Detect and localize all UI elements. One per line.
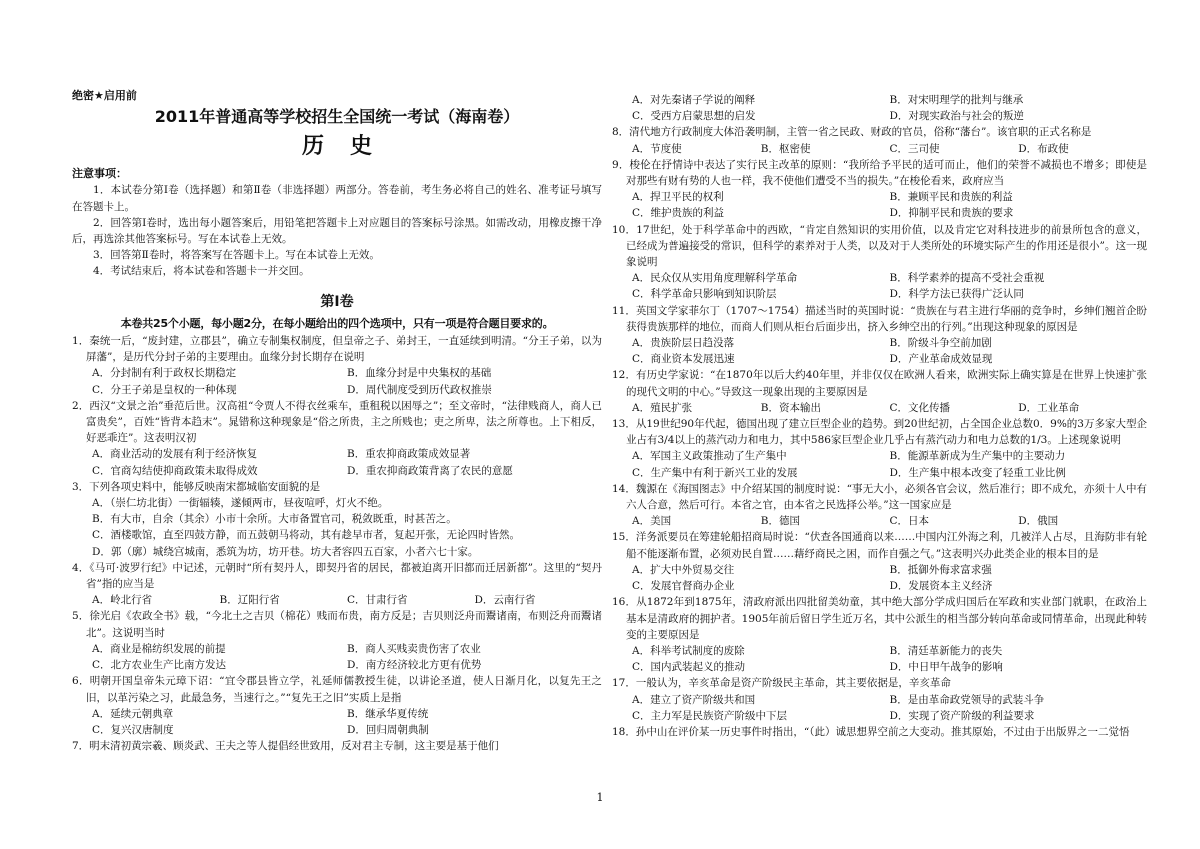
question-item — [72, 560, 602, 609]
answer-option: B．有大市，自余（其余）小市十余所。大市备置官司，税敛既重，时甚苦之。 — [92, 513, 457, 526]
question-stem: 5．徐光启《农政全书》载，“今北土之吉贝（棉花）贱而布贵，南方反是；吉贝则泛舟而鬻诸南，布则泛舟而鬻诸北”。这说明当时 — [72, 610, 602, 639]
answer-option: B．商人买贱卖贵伤害了农业 — [347, 642, 481, 655]
question-stem: 6．明朝开国皇帝朱元璋下诏：“宜令郡县皆立学，礼延师儒教授生徒，以讲论圣道，使人日渐月化，以复先王之旧，以革污染之习，此最急务，当速行之。”“复先王之旧”实质上是指 — [72, 675, 602, 704]
answer-option: B．是由革命政党领导的武装斗争 — [889, 693, 1045, 706]
option-list — [612, 448, 1147, 480]
option-list — [72, 446, 602, 478]
answer-option: A．建立了资产阶级共和国 — [632, 693, 756, 706]
question-item — [612, 124, 1147, 156]
answer-option: A．民众仅从实用角度理解科学革命 — [632, 272, 798, 285]
question-stem: 4．《马可·波罗行纪》中记述，元朝时“所有契丹人，即契丹省的居民，都被迫离开旧都而迁居新都”。这里的“契丹省”指的应当是 — [72, 561, 602, 591]
question-stem: 12．有历史学家说：“在1870年以后大约40年里，并非仅仅在欧洲人看来，欧洲实际上确实算是在世界上快速扩张的现代文明的中心。”导致这一现象出现的主要原因是 — [612, 369, 1147, 398]
answer-option: B．阶级斗争空前加剧 — [889, 337, 992, 350]
answer-option: B．枢密使 — [760, 142, 811, 155]
answer-option: A．分封制有利于政权长期稳定 — [92, 367, 237, 380]
question-stem: 16．从1872年到1875年，清政府派出四批留美幼童，其中绝大部分学成归国后在军政和实业部门就职，在政治上基本是清政府的拥护者。1905年前后留日学生近万名，其中公派生的相当部分转向革命或同情革命，出现此种转变的主要原因是 — [612, 596, 1147, 641]
answer-option: D．中日甲午战争的影响 — [889, 661, 1003, 674]
answer-option: B．抵御外侮求富求强 — [889, 563, 992, 576]
question-item — [612, 594, 1147, 675]
answer-option: A．节度使 — [632, 142, 682, 155]
question-item — [612, 675, 1147, 724]
answer-option: D．重农抑商政策背离了农民的意愿 — [347, 464, 513, 477]
question-stem: 7．明末清初黄宗羲、顾炎武、王夫之等人提倡经世致用，反对君主专制，这主要是基于他们 — [72, 740, 499, 753]
question-item — [72, 479, 602, 560]
answer-option: B．兼顾平民和贵族的利益 — [889, 191, 1013, 204]
exam-title: 2011年普通高等学校招生全国统一考试（海南卷） — [154, 107, 520, 127]
answer-option: D．回归周朝典制 — [347, 723, 429, 736]
answer-option: B．科学素养的提高不受社会重视 — [889, 272, 1045, 285]
question-stem: 3．下列各项史料中，能够反映南宋都城临安面貌的是 — [72, 480, 321, 493]
answer-option: C．复兴汉唐制度 — [92, 723, 174, 736]
answer-option: C．酒楼歌馆，直至四鼓方静，而五鼓朝马将动，其有趁早市者，复起开张，无论四时皆然。 — [92, 529, 521, 542]
answer-option: A．科举考试制度的废除 — [632, 644, 745, 657]
answer-option: D．南方经济较北方更有优势 — [347, 659, 482, 672]
answer-option: C．日本 — [889, 515, 930, 528]
answer-option: C．国内武装起义的推动 — [632, 661, 746, 674]
option-list — [612, 189, 1147, 221]
answer-option: A．贵族阶层日趋没落 — [632, 337, 735, 350]
answer-option: D．周代制度受到历代政权推崇 — [347, 383, 492, 396]
answer-option: A．扩大中外贸易交往 — [632, 563, 735, 576]
answer-option: A．商业是棉纺织发展的前提 — [92, 642, 226, 655]
option-list — [612, 562, 1147, 594]
notice-item: 3．回答第Ⅱ卷时，将答案写在答题卡上。写在本试卷上无效。 — [93, 249, 380, 262]
answer-option: D．生产集中根本改变了轻重工业比例 — [889, 466, 1066, 479]
notice-item: 1．本试卷分第Ⅰ卷（选择题）和第Ⅱ卷（非选择题）两部分。答卷前，考生务必将自己的姓名、准考证号填写在答题卡上。 — [72, 184, 602, 213]
answer-option: A．军国主义政策推动了生产集中 — [632, 450, 787, 463]
option-list — [612, 92, 1147, 124]
option-list — [612, 400, 1147, 416]
question-stem: 10．17世纪，处于科学革命中的西欧，“肯定自然知识的实用价值，以及肯定它对科技进步的前景所包含的意义，已经成为普遍接受的常识，但科学的素养对于人类，以及对于人类所处的环境实际产生的作用还是很小”。这一现象说明 — [612, 223, 1147, 269]
answer-option: B．辽阳行省 — [219, 594, 280, 607]
option-list — [612, 270, 1147, 302]
notice-item: 4．考试结束后，将本试卷和答题卡一并交回。 — [93, 265, 310, 278]
question-item — [72, 333, 602, 398]
answer-option: A．岭北行省 — [92, 594, 153, 607]
option-list — [72, 641, 602, 673]
option-list — [72, 365, 602, 397]
question-stem: 15．洋务派要员在筹建轮船招商局时说：“伏查各国通商以来……中国内江外海之利，几被洋人占尽，且海防非有轮船不能逐渐布置，必须劝民自置……藉纾商民之困，而作自强之气。”这表明兴办此类企业的根本目的是 — [612, 531, 1147, 560]
answer-option: A．捍卫平民的权利 — [632, 191, 724, 204]
question-item — [612, 529, 1147, 594]
question-stem: 9．梭伦在抒情诗中表达了实行民主改革的原则：“我所给予平民的适可而止，他们的荣誉不减损也不增多；即使是对那些有财有势的人也一样，我不使他们遭受不当的损失。”在梭伦看来，政府应当 — [612, 158, 1147, 188]
right-column — [612, 92, 1147, 740]
answer-option: D．郭（廓）城绕宫城南，悉筑为坊，坊开巷。坊大者容四五百家，小者六七十家。 — [92, 545, 479, 558]
answer-option: D．俄国 — [1018, 515, 1059, 528]
answer-option: B．继承华夏传统 — [347, 707, 429, 720]
answer-option: D．实现了资产阶级的利益要求 — [889, 709, 1035, 722]
question-item — [612, 157, 1147, 222]
question-item — [612, 222, 1147, 303]
secret-label: 绝密★启用前 — [72, 89, 137, 102]
answer-option: C．北方农业生产比南方发达 — [92, 659, 227, 672]
question-list-right — [612, 92, 1147, 740]
answer-option: B．德国 — [760, 515, 800, 528]
option-list — [612, 643, 1147, 675]
answer-option: B．资本输出 — [760, 401, 821, 414]
question-item — [612, 367, 1147, 416]
question-item — [612, 92, 1147, 124]
subject-title: 历史 — [301, 134, 398, 160]
part-title: 第Ⅰ卷 — [320, 293, 354, 310]
question-item — [612, 481, 1147, 530]
question-stem: 2．西汉“文景之治”垂范后世。汉高祖“令贾人不得衣丝乘车，重租税以困辱之”；至文帝时，“法律贱商人，商人已富贵矣”，百姓“皆背本趋末”。晁错称这种现象是“俗之所贵，主之所贱也；吏之所卑，法之所尊也。上下相反，好恶乖迕”。这表明汉初 — [72, 399, 602, 445]
answer-option: D．抑制平民和贵族的要求 — [889, 207, 1014, 220]
answer-option: A．美国 — [632, 515, 672, 528]
answer-option: C．主力军是民族资产阶级中下层 — [632, 709, 788, 722]
question-stem: 13．从19世纪90年代起，德国出现了建立巨型企业的趋势。到20世纪初，占全国企业总数0．9%的3万多家大型企业占有3/4以上的蒸汽动力和电力，其中586家巨型企业几乎占有蒸汽动力和电力总数的1/3。上述现象说明 — [612, 418, 1147, 447]
answer-option: C．官商勾结使抑商政策未取得成效 — [92, 464, 258, 477]
answer-option: C．三司使 — [889, 142, 940, 155]
option-list — [72, 706, 602, 738]
option-list — [612, 335, 1147, 367]
question-item — [612, 303, 1147, 368]
answer-option: D．对现实政治与社会的叛逆 — [889, 110, 1024, 123]
answer-option: C．商业资本发展迅速 — [632, 353, 735, 366]
answer-option: D．发展资本主义经济 — [889, 580, 993, 593]
answer-option: B．清廷革新能力的丧失 — [889, 644, 1003, 657]
answer-option: A．延续元朝典章 — [92, 707, 174, 720]
question-stem: 1．秦统一后，“废封建，立郡县”，确立专制集权制度，但皇帝之子、弟封王，一直延续到明清。“分王子弟，以为屏藩”，是历代分封子弟的主要理由。血缘分封长期存在说明 — [72, 335, 602, 364]
question-item — [72, 673, 602, 738]
answer-option: C．甘肃行省 — [347, 594, 408, 607]
answer-option: B．重农抑商政策成效显著 — [347, 448, 471, 461]
part-instruction: 本卷共25个小题，每小题2分，在每小题给出的四个选项中，只有一项是符合题目要求的。 — [120, 316, 554, 330]
question-stem: 18．孙中山在评价某一历史事件时指出，“（此）诚思想界空前之大变动。推其原始，不过由于出版界之一二觉悟 — [612, 725, 1130, 738]
answer-option: D．布政使 — [1018, 142, 1069, 155]
answer-option: C．受西方启蒙思想的启发 — [632, 110, 756, 123]
option-list — [612, 513, 1147, 529]
answer-option: C．科学革命只影响到知识阶层 — [632, 288, 777, 301]
answer-option: A．对先秦诸子学说的阐释 — [632, 94, 756, 106]
notice-heading: 注意事项： — [72, 167, 127, 181]
answer-option: D．工业革命 — [1018, 401, 1080, 414]
question-list-left — [72, 333, 602, 754]
answer-option: D．云南行省 — [474, 594, 536, 607]
question-item — [72, 608, 602, 673]
question-item — [72, 398, 602, 479]
answer-option: D．产业革命成效显现 — [889, 353, 993, 366]
answer-option: C．生产集中有利于新兴工业的发展 — [632, 466, 798, 479]
notice-item: 2．回答第Ⅰ卷时，选出每小题答案后，用铅笔把答题卡上对应题目的答案标号涂黑。如需改动，用橡皮擦干净后，再选涂其他答案标号。写在本试卷上无效。 — [72, 216, 602, 246]
answer-option: C．发展官督商办企业 — [632, 580, 735, 593]
answer-option: C．文化传播 — [889, 401, 951, 414]
answer-option: A．殖民扩张 — [632, 401, 693, 414]
question-stem: 8．清代地方行政制度大体沿袭明制，主管一省之民政、财政的官员，俗称“藩台”。该官职的正式名称是 — [612, 126, 1092, 139]
answer-option: B．血缘分封是中央集权的基础 — [347, 367, 492, 380]
left-column — [72, 88, 602, 754]
question-stem: 14．魏源在《海国图志》中介绍某国的制度时说：“事无大小，必须各官会议，然后准行；即不成允，亦须十人中有六人合意，然后可行。本省之官，由本省之民选择公举。”这一国家应是 — [612, 482, 1147, 512]
answer-option: B．能源革新成为生产集中的主要动力 — [889, 450, 1066, 463]
option-list — [612, 692, 1147, 724]
question-stem: 11．英国文学家菲尔丁（1707～1754）描述当时的英国时说：“贵族在与君主进行华丽的竞争时，乡绅们翘首企盼获得贵族那样的地位，而商人们则从柜台后面步出，挤入乡绅空出的行列。”出现这种现象的原因是 — [612, 304, 1147, 333]
question-item — [612, 416, 1147, 481]
answer-option: B．对宋明理学的批判与继承 — [889, 94, 1024, 106]
answer-option: C．维护贵族的利益 — [632, 207, 725, 220]
page-number: 1 — [596, 791, 604, 804]
answer-option: D．科学方法已获得广泛认同 — [889, 288, 1024, 301]
answer-option: A．商业活动的发展有利于经济恢复 — [92, 448, 258, 461]
answer-option: A．（崇仁坊北街）一街辐辏，遂倾两市，昼夜喧呼，灯火不绝。 — [92, 497, 389, 510]
question-stem: 17．一般认为，辛亥革命是资产阶级民主革命，其主要依据是，辛亥革命 — [612, 677, 951, 690]
option-list — [72, 495, 602, 560]
question-item — [612, 724, 1147, 740]
option-list — [72, 592, 602, 608]
option-list — [612, 141, 1147, 157]
answer-option: C．分王子弟是皇权的一种体现 — [92, 383, 237, 396]
